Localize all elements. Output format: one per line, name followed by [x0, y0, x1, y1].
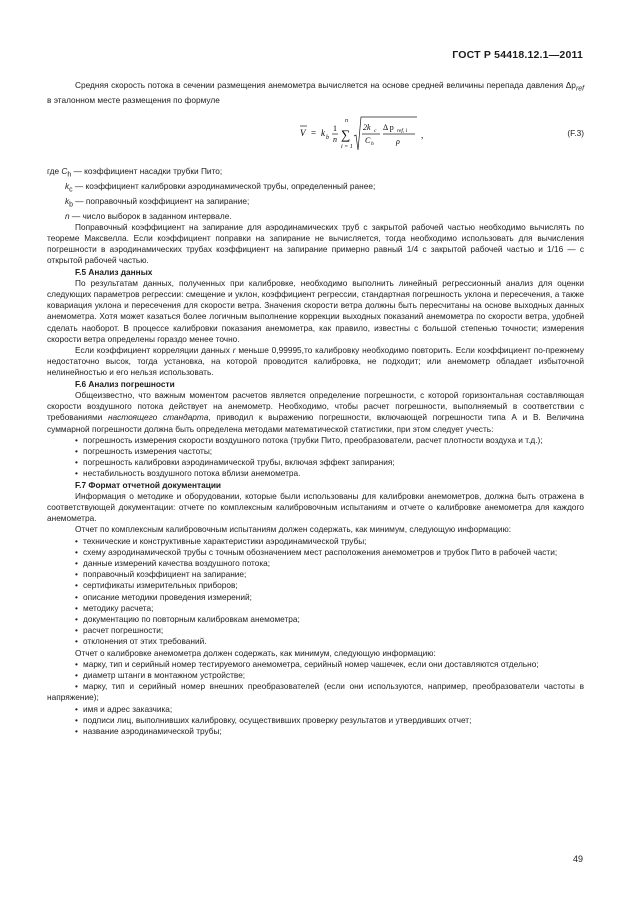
list-item: • поправочный коэффициент на запирание;	[75, 569, 247, 580]
svg-text:n: n	[345, 118, 348, 125]
sum-sign: ∑	[341, 127, 351, 143]
formula-kb: k	[321, 128, 325, 139]
list-item: • погрешность калибровки аэродинамической трубы, включая эффект запирания;	[75, 457, 395, 468]
list-item: • методику расчета;	[75, 602, 154, 613]
bullet-icon: •	[75, 569, 78, 580]
f5-paragraph-2: Если коэффициент корреляции данных r меньше 0,99995,то калибровку необходимо повторить. Если коэффициент по-прежнему недостаточно высок, тогда установка, на которой проводится калибровка, не подходит; или анемометр обладает избыточной нелинейностью и его нельзя использовать.	[47, 345, 584, 378]
standard-header: ГОСТ Р 54418.12.1—2011	[452, 49, 583, 61]
formula-equals: =	[311, 128, 317, 139]
page-number: 49	[572, 853, 583, 864]
svg-text:ρ: ρ	[396, 137, 400, 147]
list-item: • отклонения от этих требований.	[75, 636, 207, 647]
bullet-icon: •	[75, 669, 78, 680]
list-item: • название аэродинамической трубы;	[75, 725, 222, 736]
list-item: • подписи лиц, выполнивших калибровку, осуществивших проверку результатов и утвердивших отчет;	[75, 714, 472, 725]
section-f6-title: F.6 Анализ погрешности	[75, 378, 175, 389]
page-content	[47, 80, 584, 737]
list-item: • сертификаты измерительных приборов;	[75, 580, 238, 591]
bullet-icon: •	[75, 457, 78, 468]
definition-ch: где $C_h$ — коэффициент насадки трубки Пито;	[47, 166, 223, 179]
svg-text:2k: 2k	[363, 123, 371, 133]
definition-kc: $k_c$ — коэффициент калибровки аэродинамической трубы, определенный ранее;	[65, 180, 376, 194]
f7-list-a	[47, 536, 584, 648]
list-item: • нестабильность воздушного потока вблизи анемометра.	[75, 468, 301, 479]
bullet-icon: •	[75, 658, 78, 669]
bullet-icon: •	[75, 580, 78, 591]
list-item: • расчет погрешности;	[75, 625, 164, 636]
f6-list	[47, 435, 584, 480]
bullet-icon: •	[75, 636, 78, 647]
bullet-icon: •	[75, 613, 78, 624]
blockage-paragraph: Поправочный коэффициент на запирание для аэродинамических труб с закрытой рабочей частью необходимо вычислять по теореме Максвелла. Если коэффициент поправки на запирание не вычисляется, тогда необходимо использовать для вычисления погрешности в аэродинамических трубах коэффициент на запирание примерно равный 1/4 с закрытой рабочей частью и 1/16 — с открытой рабочей частью.	[47, 221, 584, 266]
f7-paragraph-2: Отчет по комплексным калибровочным испытаниям должен содержать, как минимум, следующую информацию:	[75, 524, 512, 535]
svg-text:b: b	[326, 135, 329, 142]
list-item: • погрешность измерения скорости воздушного потока (трубки Пито, преобразователи, расчет плотности воздуха и т.д.);	[75, 434, 543, 445]
bullet-icon: •	[75, 681, 78, 692]
list-item: • схему аэродинамической трубы с точным обозначением мест расположения анемометров и трубок Пито в рабочей части;	[75, 546, 558, 557]
formula-lhs: V	[300, 128, 306, 139]
bullet-icon: •	[75, 557, 78, 568]
svg-text:ref, i: ref, i	[397, 128, 408, 135]
f7-paragraph-3: Отчет о калибровке анемометра должен содержать, как минимум, следующую информацию:	[75, 647, 436, 658]
list-item: • описание методики проведения измерений;	[75, 591, 252, 602]
bullet-icon: •	[75, 725, 78, 736]
svg-text:c: c	[374, 128, 377, 135]
f7-list-b	[47, 659, 584, 737]
list-item: • данные измерений качества воздушного потока;	[75, 557, 271, 568]
f5-paragraph-1: По результатам данных, полученных при калибровке, необходимо выполнить линейный регрессионный анализ для оценки следующих параметров регрессии: смещение и уклон, коэффициент регрессии, стандартная погрешность уклона и пересечения, а также ковариация уклона и пересечения для скорости ветра. Значения скорости ветра должны быть пересчитаны на основе выходных данных анемометра. Хотя может казаться более логичным выполнение коррекции выходных показаний анемометра по скорости ветра, удобней сделать наоборот. В процессе калибровки показания анемометра, как правило, известны с большой степенью точности; измерения скорости ветра определены гораздо менее точно.	[47, 277, 584, 344]
list-item: • марку, тип и серийный номер тестируемого анемометра, серийный номер чашечек, если они доставляются отдельно;	[75, 658, 539, 669]
definition-kb: $k_b$ — поправочный коэффициент на запирание;	[65, 195, 250, 209]
bullet-icon: •	[75, 546, 78, 557]
section-f7-title: F.7 Формат отчетной документации	[75, 479, 222, 490]
list-item: • технические и конструктивные характеристики аэродинамической трубы;	[75, 535, 367, 546]
bullet-icon: •	[75, 602, 78, 613]
formula-number: (F.3)	[567, 128, 584, 139]
list-item: • документацию по повторным калибровкам анемометра;	[75, 613, 300, 624]
bullet-icon: •	[75, 434, 78, 445]
definition-n: n — число выборок в заданном интервале.	[65, 210, 232, 221]
svg-text:,: ,	[421, 130, 424, 141]
list-item: • диаметр штанги в монтажном устройстве;	[75, 669, 246, 680]
svg-text:1: 1	[333, 124, 337, 134]
formula-f3	[47, 110, 584, 160]
svg-text:h: h	[371, 141, 374, 148]
list-item: • имя и адрес заказчика;	[75, 703, 173, 714]
svg-text:C: C	[365, 136, 371, 146]
svg-text:n: n	[333, 135, 337, 145]
bullet-icon: •	[75, 591, 78, 602]
bullet-icon: •	[75, 468, 78, 479]
formula-expression	[299, 114, 429, 158]
f7-paragraph-1: Информация о методике и оборудовании, которые были использованы для калибровки анемометров, должна быть отражена в соответствующей документации: отчете по комплексным калибровочным испытаниям и отчете о калибровке анемометра для каждого анемометра.	[47, 490, 584, 524]
bullet-icon: •	[75, 535, 78, 546]
list-item: • погрешность измерения частоты;	[75, 445, 213, 456]
bullet-icon: •	[75, 625, 78, 636]
section-f5-title: F.5 Анализ данных	[75, 266, 153, 277]
svg-text:Δ p: Δ p	[383, 123, 394, 133]
bullet-icon: •	[75, 445, 78, 456]
svg-text:i = 1: i = 1	[341, 144, 353, 151]
bullet-icon: •	[75, 703, 78, 714]
formula-definitions	[47, 166, 584, 222]
f6-paragraph: Общеизвестно, что важным моментом расчетов является определение погрешности, с которой горизонтальная составляющая скорости воздушного потока действует на анемометр. Необходимо, чтобы расчет погрешности, выполняемый в соответствии с требованиями настоящего стандарта, приводил к выражению погрешности, включающей погрешности типа А и В. Величина суммарной погрешности должна быть определена методами математической статистики, при этом следует учесть:	[47, 389, 584, 434]
bullet-icon: •	[75, 714, 78, 725]
list-item: • марку, тип и серийный номер внешних преобразователей (если они используются, например, преобразователи частоты в напряжение);	[47, 681, 584, 703]
intro-paragraph: Средняя скорость потока в сечении размещения анемометра вычисляется на основе средней величины перепада давления $\Delta p_{ref}$ в эталонном месте размещения по формуле	[47, 80, 584, 105]
